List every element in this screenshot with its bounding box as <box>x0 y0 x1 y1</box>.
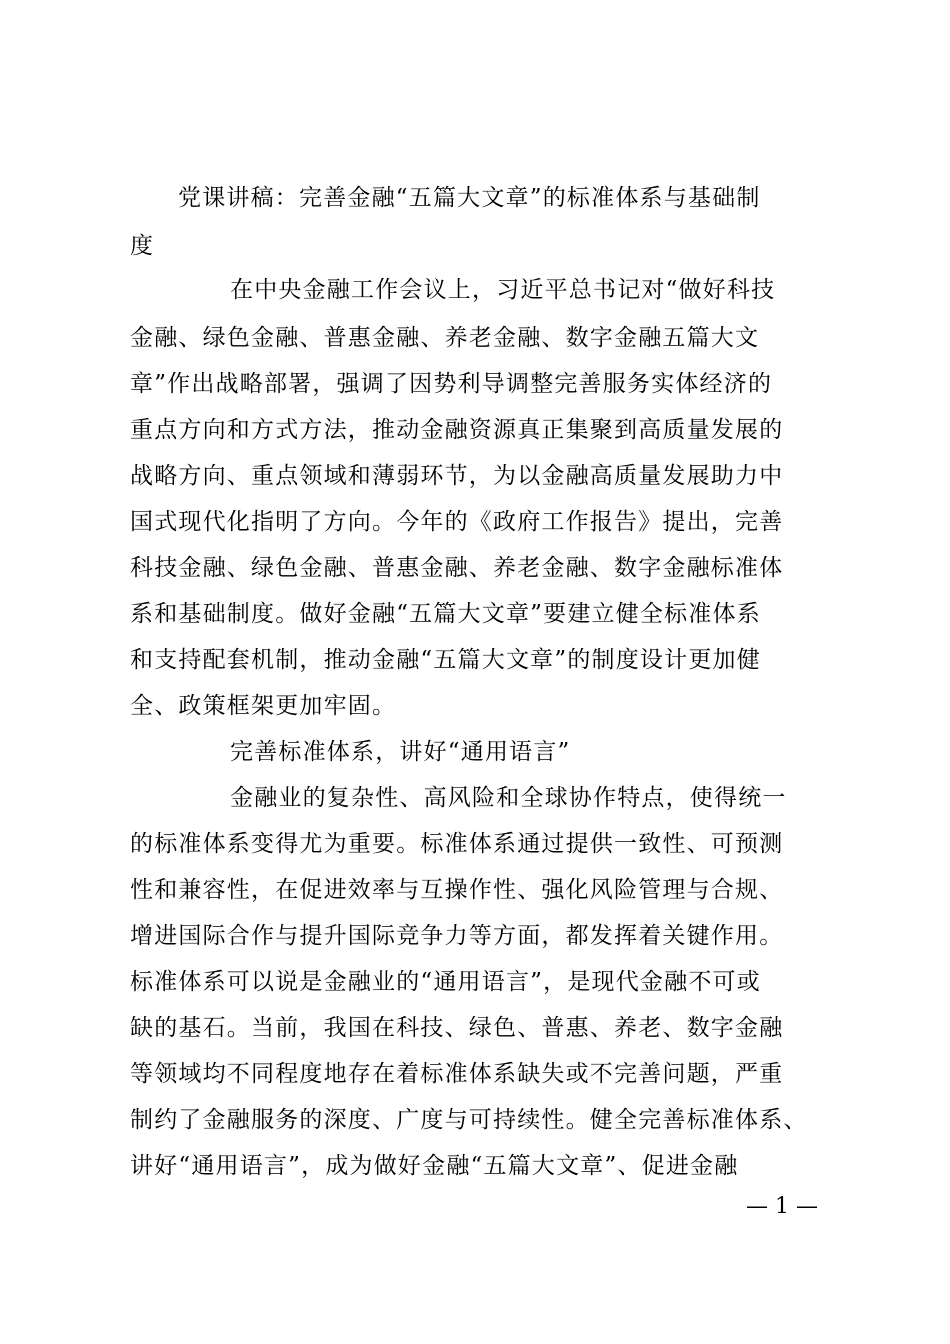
paragraph-2-line-7: 等领域均不同程度地存在着标准体系缺失或不完善问题，严重 <box>130 1061 784 1087</box>
paragraph-2-line-2: 的标准体系变得尤为重要。标准体系通过提供一致性、可预测 <box>130 831 784 857</box>
page-number: — 1 — <box>746 1194 818 1219</box>
paragraph-1-line-9: 和支持配套机制，推动金融“五篇大文章”的制度设计更加健 <box>130 647 761 673</box>
paragraph-1-line-2: 金融、绿色金融、普惠金融、养老金融、数字金融五篇大文 <box>130 325 760 351</box>
paragraph-2-line-9: 讲好“通用语言”，成为做好金融“五篇大文章”、促进金融 <box>130 1153 739 1179</box>
title-line-1: 党课讲稿：完善金融“五篇大文章”的标准体系与基础制 <box>178 185 761 211</box>
paragraph-2-line-5: 标准体系可以说是金融业的“通用语言”，是现代金融不可或 <box>130 969 761 995</box>
paragraph-2-line-6: 缺的基石。当前，我国在科技、绿色、普惠、养老、数字金融 <box>130 1015 784 1041</box>
paragraph-2-line-3: 性和兼容性，在促进效率与互操作性、强化风险管理与合规、 <box>130 877 784 903</box>
paragraph-1-line-1: 在中央金融工作会议上，习近平总书记对“做好科技 <box>230 277 776 303</box>
paragraph-1-line-10: 全、政策框架更加牢固。 <box>130 693 397 719</box>
title-line-2: 度 <box>130 233 155 259</box>
section-heading: 完善标准体系，讲好“通用语言” <box>230 739 571 765</box>
paragraph-1-line-6: 国式现代化指明了方向。今年的《政府工作报告》提出，完善 <box>130 509 784 535</box>
paragraph-1-line-3: 章”作出战略部署，强调了因势利导调整完善服务实体经济的 <box>130 371 773 397</box>
paragraph-2-line-8: 制约了金融服务的深度、广度与可持续性。健全完善标准体系、 <box>130 1107 808 1133</box>
paragraph-1-line-8: 系和基础制度。做好金融“五篇大文章”要建立健全标准体系 <box>130 601 761 627</box>
paragraph-1-line-7: 科技金融、绿色金融、普惠金融、养老金融、数字金融标准体 <box>130 555 784 581</box>
paragraph-2-line-4: 增进国际合作与提升国际竞争力等方面，都发挥着关键作用。 <box>130 923 784 949</box>
paragraph-1-line-5: 战略方向、重点领域和薄弱环节，为以金融高质量发展助力中 <box>130 463 784 489</box>
paragraph-2-line-1: 金融业的复杂性、高风险和全球协作特点，使得统一 <box>230 785 787 811</box>
paragraph-1-line-4: 重点方向和方式方法，推动金融资源真正集聚到高质量发展的 <box>130 417 784 443</box>
